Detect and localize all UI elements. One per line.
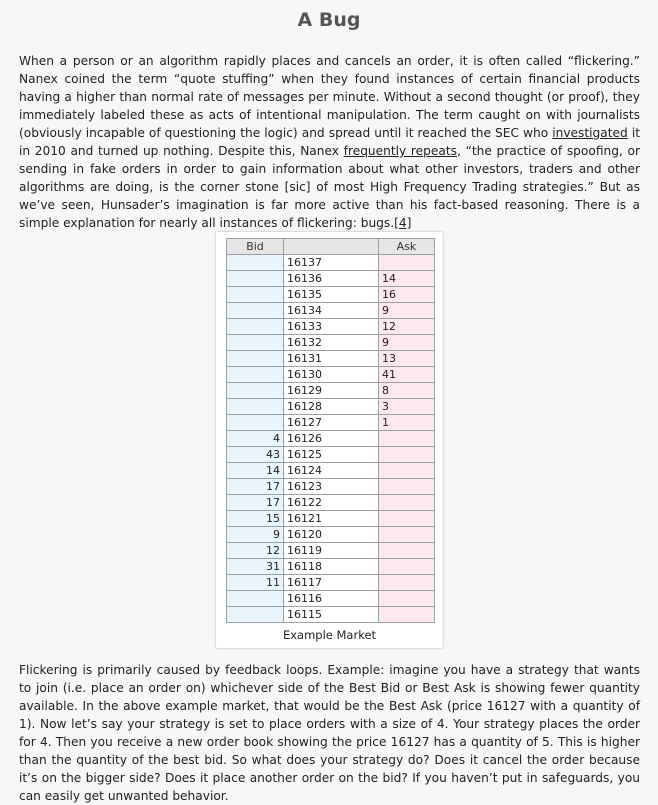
bid-cell [227, 319, 284, 335]
ask-cell [379, 255, 435, 271]
ask-cell [379, 463, 435, 479]
bid-cell: 15 [227, 511, 284, 527]
price-cell: 16134 [284, 303, 379, 319]
price-cell: 16123 [284, 479, 379, 495]
table-row [227, 591, 435, 607]
table-row [227, 335, 435, 351]
table-row [227, 559, 435, 575]
bid-cell: 11 [227, 575, 284, 591]
price-header [284, 239, 379, 255]
price-cell: 16137 [284, 255, 379, 271]
ask-cell [379, 431, 435, 447]
price-cell: 16121 [284, 511, 379, 527]
price-cell: 16125 [284, 447, 379, 463]
table-row [227, 271, 435, 287]
bid-cell [227, 335, 284, 351]
table-row [227, 367, 435, 383]
price-cell: 16131 [284, 351, 379, 367]
bid-cell [227, 415, 284, 431]
price-cell: 16135 [284, 287, 379, 303]
price-cell: 16120 [284, 527, 379, 543]
table-row [227, 495, 435, 511]
price-cell: 16122 [284, 495, 379, 511]
ask-cell: 3 [379, 399, 435, 415]
ask-cell [379, 527, 435, 543]
table-row [227, 383, 435, 399]
intro-paragraph [19, 52, 640, 232]
example-market-figure [215, 231, 444, 649]
bid-cell [227, 255, 284, 271]
article-title: A Bug [297, 9, 361, 31]
ask-cell: 8 [379, 383, 435, 399]
bid-cell: 9 [227, 527, 284, 543]
table-row [227, 351, 435, 367]
price-cell: 16124 [284, 463, 379, 479]
investigated-link[interactable]: investigated [552, 126, 628, 140]
table-row [227, 415, 435, 431]
price-cell: 16117 [284, 575, 379, 591]
paragraph-text: , “the practice of spoofing, or sending in fake orders in order to gain information about what other investors, traders and other algorithms are doing, is the corner stone [sic] of most High Frequency Trading strategies.” But as we’ve seen, Hunsader’s imagination is far more active than his fact-based reasoning. There is a simple explanation for nearly all instances of flickering: bugs. [19, 144, 640, 230]
bid-cell: 17 [227, 479, 284, 495]
ask-header: Ask [379, 239, 435, 255]
table-row [227, 575, 435, 591]
order-book-table [226, 238, 435, 623]
ask-cell [379, 607, 435, 623]
table-row [227, 399, 435, 415]
price-cell: 16132 [284, 335, 379, 351]
bid-header: Bid [227, 239, 284, 255]
table-row [227, 479, 435, 495]
bid-cell: 17 [227, 495, 284, 511]
price-cell: 16128 [284, 399, 379, 415]
order-book-body [227, 255, 435, 623]
price-cell: 16136 [284, 271, 379, 287]
table-row [227, 463, 435, 479]
ask-cell: 41 [379, 367, 435, 383]
ask-cell: 9 [379, 303, 435, 319]
bid-cell [227, 351, 284, 367]
bid-cell [227, 303, 284, 319]
bid-cell [227, 287, 284, 303]
bid-cell [227, 607, 284, 623]
bid-cell: 4 [227, 431, 284, 447]
price-cell: 16116 [284, 591, 379, 607]
table-row [227, 543, 435, 559]
ask-cell [379, 495, 435, 511]
ask-cell [379, 543, 435, 559]
table-row [227, 447, 435, 463]
table-row [227, 511, 435, 527]
bid-cell: 12 [227, 543, 284, 559]
price-cell: 16129 [284, 383, 379, 399]
ask-cell: 9 [379, 335, 435, 351]
frequently-repeats-link[interactable]: frequently repeats [343, 144, 457, 158]
bid-cell: 31 [227, 559, 284, 575]
ask-cell: 14 [379, 271, 435, 287]
price-cell: 16119 [284, 543, 379, 559]
bid-cell: 43 [227, 447, 284, 463]
table-row [227, 527, 435, 543]
table-header-row [227, 239, 435, 255]
ask-cell [379, 591, 435, 607]
bid-cell [227, 399, 284, 415]
price-cell: 16130 [284, 367, 379, 383]
ask-cell [379, 575, 435, 591]
ask-cell: 1 [379, 415, 435, 431]
price-cell: 16133 [284, 319, 379, 335]
table-row [227, 303, 435, 319]
ask-cell [379, 511, 435, 527]
flickering-paragraph: Flickering is primarily caused by feedback loops. Example: imagine you have a strategy that wants to join (i.e. place an order on) whichever side of the Best Bid or Best Ask is showing fewer quantity available. In the above example market, that would be the Best Ask (price 16127 with a quantity of 1). Now let’s say your strategy is set to place orders with a size of 4. Your strategy places the order for 4. Then you receive a new order book showing the price 16127 has a quantity of 5. This is higher than the quantity of the best bid. So what does your strategy do? Does it cancel the order because it’s on the bigger side? Does it place another order on the bid? If you haven’t put in safeguards, you can easily get unwanted behavior. [19, 663, 640, 803]
table-row [227, 607, 435, 623]
footnote-link[interactable]: [4] [394, 216, 412, 230]
table-row [227, 431, 435, 447]
table-row [227, 255, 435, 271]
ask-cell: 12 [379, 319, 435, 335]
ask-cell [379, 479, 435, 495]
figure-caption: Example Market [282, 628, 377, 642]
ask-cell [379, 559, 435, 575]
bid-cell [227, 591, 284, 607]
price-cell: 16115 [284, 607, 379, 623]
paragraph-text: When a person or an algorithm rapidly places and cancels an order, it is often called “flickering.” Nanex coined the term “quote stuffing” when they found instances of certain financial products having a higher than normal rate of messages per minute. Without a second thought (or proof), they immediately labeled these as acts of intentional manipulation. The term caught on with journalists (obviously incapable of questioning the logic) and spread until it reached the SEC who [19, 54, 640, 140]
bid-cell [227, 383, 284, 399]
price-cell: 16118 [284, 559, 379, 575]
paragraph-text: it in 2010 and turned up nothing. Despite this, Nanex [19, 126, 640, 158]
bid-cell [227, 367, 284, 383]
bid-cell: 14 [227, 463, 284, 479]
price-cell: 16127 [284, 415, 379, 431]
ask-cell: 13 [379, 351, 435, 367]
table-row [227, 319, 435, 335]
table-row [227, 287, 435, 303]
ask-cell: 16 [379, 287, 435, 303]
price-cell: 16126 [284, 431, 379, 447]
bid-cell [227, 271, 284, 287]
ask-cell [379, 447, 435, 463]
